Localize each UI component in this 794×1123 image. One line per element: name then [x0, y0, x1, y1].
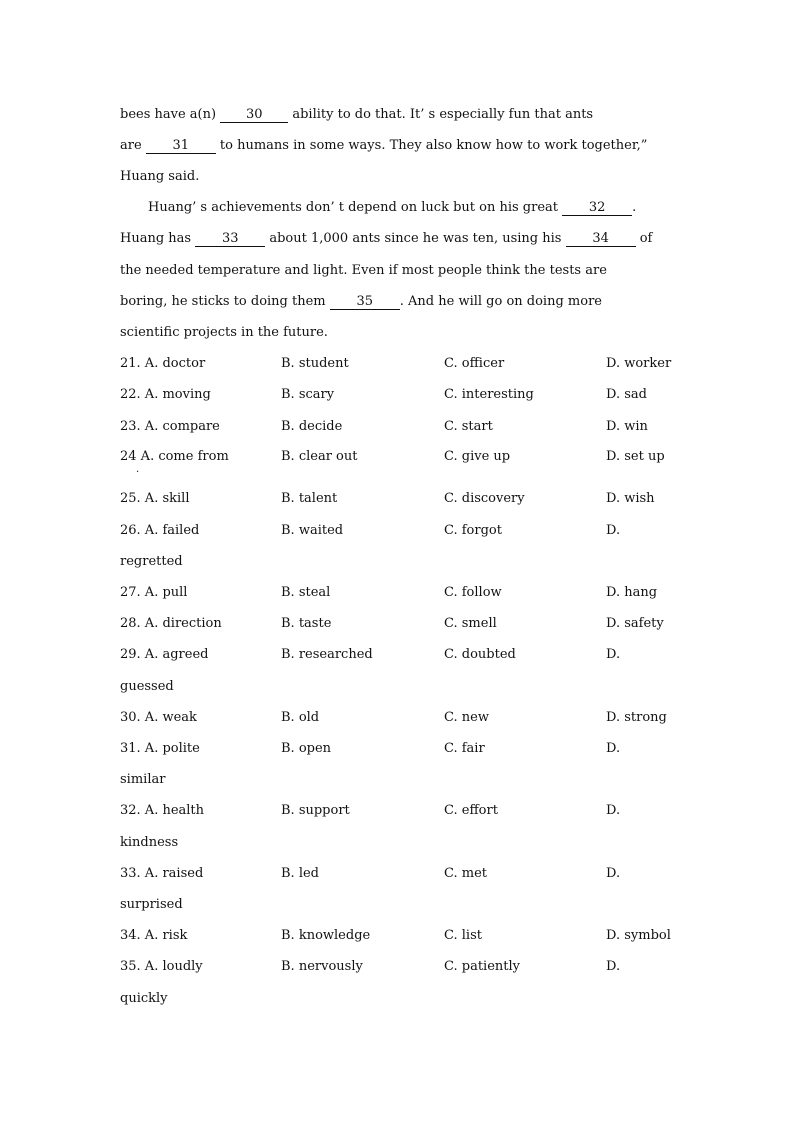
passage-text: to humans in some ways. They also know how to work together,”	[215, 138, 648, 153]
q21-option-d: D. worker	[606, 356, 672, 371]
blank-34: 34	[566, 232, 636, 247]
q32-option-c: C. effort	[444, 803, 498, 818]
q31-option-d-wrap: similar	[120, 772, 166, 787]
q21-option-c: C. officer	[444, 356, 505, 371]
q33-option-d-wrap: surprised	[120, 897, 183, 912]
q25-option-a: 25. A. skill	[120, 491, 190, 506]
q32-option-d-wrap: kindness	[120, 835, 179, 850]
q30-option-d: D. strong	[606, 710, 667, 725]
q33-option-d: D.	[606, 866, 621, 881]
passage-line-1	[120, 106, 680, 124]
q33-option-b: B. led	[281, 866, 319, 881]
q24-stray-dot: .	[136, 464, 140, 475]
passage-text: .	[632, 200, 637, 215]
passage-text: are	[120, 138, 146, 153]
blank-35: 35	[330, 295, 400, 310]
q24-option-b: B. clear out	[281, 449, 358, 464]
passage-text: Huang’ s achievements don’ t depend on luck but on his great	[148, 200, 563, 215]
q21-option-a: 21. A. doctor	[120, 356, 206, 371]
passage-line-4	[148, 199, 708, 217]
q30-option-b: B. old	[281, 710, 320, 725]
passage-line-2	[120, 137, 680, 155]
passage-line-3: Huang said.	[120, 169, 200, 184]
q28-option-c: C. smell	[444, 616, 497, 631]
q34-option-a: 34. A. risk	[120, 928, 188, 943]
passage-text: about 1,000 ants since he was ten, using his	[265, 231, 566, 246]
q32-option-a: 32. A. health	[120, 803, 205, 818]
q22-option-b: B. scary	[281, 387, 335, 402]
passage-text: of	[635, 231, 653, 246]
q33-option-a: 33. A. raised	[120, 866, 204, 881]
passage-line-7	[120, 293, 680, 311]
q27-option-b: B. steal	[281, 585, 331, 600]
q32-option-d: D.	[606, 803, 621, 818]
passage-text: Huang has	[120, 231, 196, 246]
q27-option-a: 27. A. pull	[120, 585, 188, 600]
q28-option-d: D. safety	[606, 616, 664, 631]
q26-option-d-wrap: regretted	[120, 554, 183, 569]
q31-option-c: C. fair	[444, 741, 485, 756]
q24-option-d: D. set up	[606, 449, 665, 464]
passage-text: boring, he sticks to doing them	[120, 294, 330, 309]
q24-option-a: 24 A. come from	[120, 449, 229, 464]
q29-option-c: C. doubted	[444, 647, 516, 662]
q35-option-d: D.	[606, 959, 621, 974]
q22-option-a: 22. A. moving	[120, 387, 211, 402]
q35-option-d-wrap: quickly	[120, 991, 168, 1006]
q29-option-d-wrap: guessed	[120, 679, 174, 694]
passage-text: . And he will go on doing more	[399, 294, 602, 309]
q23-option-a: 23. A. compare	[120, 419, 220, 434]
q33-option-c: C. met	[444, 866, 487, 881]
q23-option-b: B. decide	[281, 419, 343, 434]
q29-option-d: D.	[606, 647, 621, 662]
q23-option-d: D. win	[606, 419, 648, 434]
q34-option-d: D. symbol	[606, 928, 671, 943]
q31-option-a: 31. A. polite	[120, 741, 200, 756]
q30-option-c: C. new	[444, 710, 489, 725]
q29-option-a: 29. A. agreed	[120, 647, 209, 662]
q21-option-b: B. student	[281, 356, 349, 371]
q35-option-b: B. nervously	[281, 959, 363, 974]
q26-option-a: 26. A. failed	[120, 523, 200, 538]
q29-option-b: B. researched	[281, 647, 373, 662]
q26-option-c: C. forgot	[444, 523, 502, 538]
q32-option-b: B. support	[281, 803, 350, 818]
q35-option-a: 35. A. loudly	[120, 959, 203, 974]
q25-option-d: D. wish	[606, 491, 655, 506]
passage-text: ability to do that. It’ s especially fun that ants	[288, 107, 594, 122]
q35-option-c: C. patiently	[444, 959, 520, 974]
q26-option-b: B. waited	[281, 523, 344, 538]
blank-31: 31	[146, 139, 216, 154]
q28-option-b: B. taste	[281, 616, 332, 631]
q25-option-c: C. discovery	[444, 491, 525, 506]
q22-option-c: C. interesting	[444, 387, 534, 402]
q34-option-b: B. knowledge	[281, 928, 371, 943]
passage-line-8: scientific projects in the future.	[120, 325, 328, 340]
q30-option-a: 30. A. weak	[120, 710, 197, 725]
q23-option-c: C. start	[444, 419, 493, 434]
passage-text: bees have a(n)	[120, 107, 221, 122]
blank-30: 30	[220, 108, 288, 123]
blank-32: 32	[562, 201, 632, 216]
q27-option-c: C. follow	[444, 585, 502, 600]
q27-option-d: D. hang	[606, 585, 658, 600]
passage-line-5	[120, 230, 680, 248]
q26-option-d: D.	[606, 523, 621, 538]
q31-option-b: B. open	[281, 741, 332, 756]
q31-option-d: D.	[606, 741, 621, 756]
q28-option-a: 28. A. direction	[120, 616, 222, 631]
blank-33: 33	[195, 232, 265, 247]
q24-option-c: C. give up	[444, 449, 511, 464]
q22-option-d: D. sad	[606, 387, 647, 402]
q25-option-b: B. talent	[281, 491, 338, 506]
passage-line-6: the needed temperature and light. Even if most people think the tests are	[120, 263, 607, 278]
q34-option-c: C. list	[444, 928, 482, 943]
